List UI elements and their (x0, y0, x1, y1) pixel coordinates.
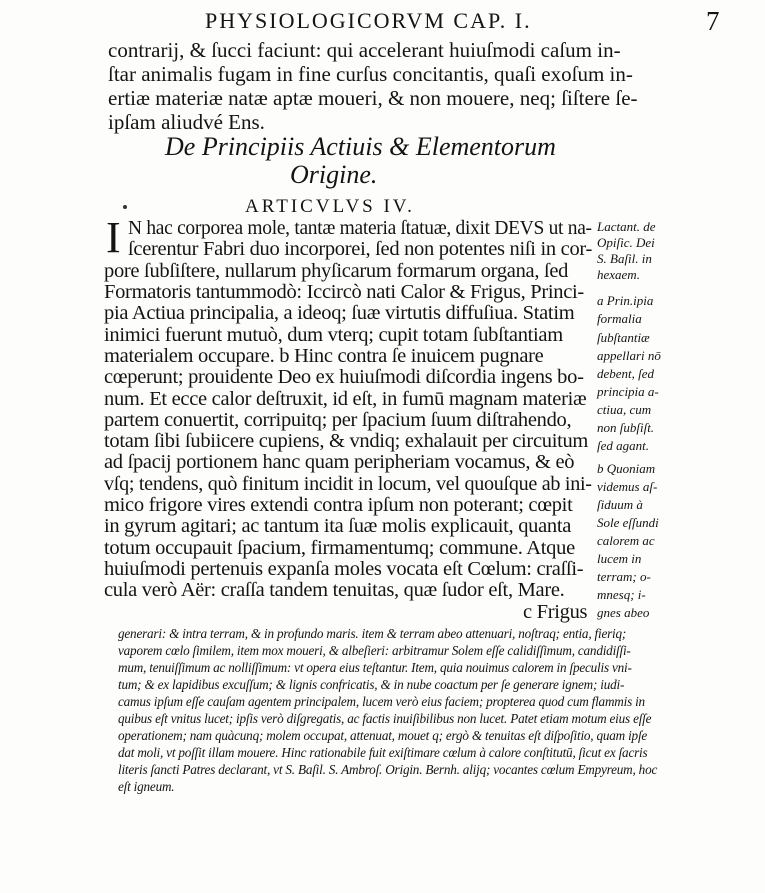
body-line: inimici fuerunt mutuò, dum vterq; cupit totam ſubſtantiam (104, 324, 563, 346)
body-line: huiuſmodi pertenuis expanſa moles vocata eſt Cœlum: craſſi- (104, 558, 584, 580)
margin-note: a Prin.ipia (597, 293, 654, 308)
text-line: ipſam aliudvé Ens. (108, 110, 265, 134)
margin-note: Sole eſſundi (597, 515, 659, 530)
body-line: in gyrum agitari; ac tantum ita ſuæ molis explicauit, quanta (104, 515, 572, 537)
body-line: vſq; tendens, quò finitum incidit in locum, vel quouſque ab ini- (104, 473, 592, 495)
text-line: ertiæ materiæ natæ aptæ moueri, & non mouere, neq; ſiſtere ſe- (108, 86, 638, 110)
body-line: c Frigus (523, 601, 588, 623)
margin-note: calorem ac (597, 533, 655, 548)
margin-note: b Quoniam (597, 461, 656, 476)
margin-note: principia a- (597, 384, 659, 399)
page-number: 7 (706, 6, 720, 36)
footnote-line: operationem; nam quàcunq; molem occupat, attenuat, mouet q; ergò & tenuitas eſt diſpoſitio, quam ipſe (118, 728, 648, 743)
margin-note: hexaem. (597, 267, 640, 282)
section-title-line-2: Origine. (290, 160, 378, 189)
margin-note: ſed agant. (597, 438, 649, 453)
margin-note: gnes abeo (597, 605, 650, 620)
footnote-line: eſt igneum. (118, 779, 175, 794)
margin-note: lucem in (597, 551, 642, 566)
text-line: ſtar animalis fugam in fine curſus concitantis, quaſi exoſum in- (108, 62, 633, 86)
body-line: cula verò Aër: craſſa tandem tenuitas, quæ ſudor eſt, Mare. (104, 579, 565, 601)
body-line: ſcerentur Fabri duo incorporei, ſed non potentes niſi in cor- (128, 238, 593, 260)
margin-note: formalia (597, 311, 642, 326)
margin-note: Lactant. de (597, 219, 656, 234)
margin-note: videmus aſ- (597, 479, 658, 494)
body-line: ad ſpacij portionem hanc quam peripheriam vocamus, & eò (104, 451, 575, 473)
ink-dot (123, 205, 127, 209)
body-line: mico frigore vires extendi contra ipſum non poterant; cœpit (104, 494, 573, 516)
footnote-line: tum; & ex lapidibus excuſſum; & lignis confricatis, & in nube coactum per ſe generare ignem; iudi- (118, 677, 625, 692)
margin-note: debent, ſed (597, 366, 655, 381)
body-line: totum occupauit ſpacium, firmamentumq; commune. Atque (104, 537, 575, 559)
footnote-line: mum, tenuiſſimum ac nolliſſimum: vt opera eius teſtantur. Item, quia nouimus calorem in ſpeculis vni- (118, 660, 632, 675)
body-line: partem conuertit, corripuitq; per ſpacium ſuum diſtrahendo, (104, 409, 572, 431)
body-line: num. Et ecce calor deſtruxit, id eſt, in fumū magnam materiæ (104, 388, 587, 410)
margin-note: appellari nō (597, 348, 661, 363)
margin-note: mnesq; i- (597, 587, 646, 602)
drop-cap: I (106, 213, 121, 262)
footnote-line: vaporem cœlo ſimilem, item mox moueri, & albeſieri: arbitramur Solem eſſe calidiſſimum, candidiſſi- (118, 643, 631, 658)
margin-note: S. Baſil. in (597, 251, 652, 266)
section-title: De Principiis Actiuis & Elementorum (165, 132, 556, 161)
margin-note: ſiduum à (597, 497, 643, 512)
text-line: contrarij, & ſucci faciunt: qui accelerant huiuſmodi caſum in- (108, 38, 621, 62)
body-line: materialem occupare. b Hinc contra ſe inuicem pugnare (104, 345, 544, 367)
margin-note: terram; o- (597, 569, 651, 584)
running-header: PHYSIOLOGICORVM CAP. I. (205, 8, 532, 33)
footnote-line: quibus eſt vnitus lucet; ipſis verò diſgregatis, ac factis inuiſibilibus non lucet. Patet etiam motum eius eſſe (118, 711, 652, 726)
body-line: cœperunt; prouidente Deo ex huiuſmodi diſcordia ingens bo- (104, 366, 584, 388)
margin-note: Opiſic. Dei (597, 235, 655, 250)
body-line: Formatoris tantummodò: Iccircò nati Calor & Frigus, Princi- (104, 281, 584, 303)
footnote-line: generari: & intra terram, & in profundo maris. item & terram abeo attenuari, noſtraq; entia, fieriq; (118, 626, 627, 641)
body-line: N hac corporea mole, tantæ materia ſtatuæ, dixit DEVS ut na- (128, 217, 592, 239)
article-heading: ARTICVLVS IV. (245, 196, 415, 217)
margin-note: non ſubſiſt. (597, 420, 655, 435)
body-line: totam ſibi ſubiicere cupiens, & vndiq; exhalauit per circuitum (104, 430, 589, 452)
body-line: pore ſubſiſtere, nullarum phyſicarum formarum organa, ſed (104, 260, 569, 282)
body-line: pia Actiua principalia, a ideoq; ſuæ virtutis diffuſiua. Statim (104, 302, 575, 324)
margin-note: ctiua, cum (597, 402, 652, 417)
margin-note: ſubſtantiæ (597, 330, 650, 345)
footnote-line: dat moli, vt poſſit illam mouere. Hinc rationabile fuit exiſtimare cœlum à calore conſtitutū, ſicut ex ſacris (118, 745, 648, 760)
footnote-line: literis ſancti Patres declarant, vt S. Baſil. S. Ambroſ. Origin. Bernh. alijq; vocantes cœlum Empyreum, hoc (118, 762, 658, 777)
footnote-line: camus ipſum eſſe cauſam agentem principalem, lucem verò eius faciem; propterea quod cum flammis in (118, 694, 645, 709)
